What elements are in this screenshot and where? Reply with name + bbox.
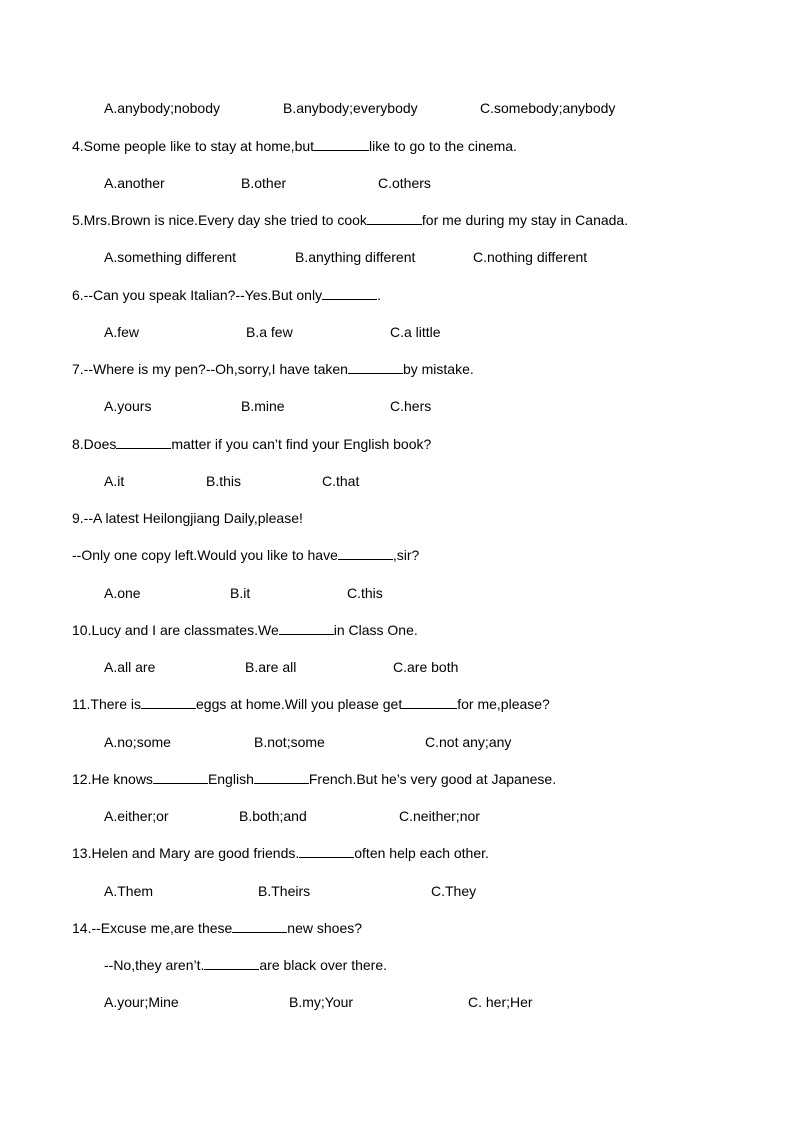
q14-line2-text-after: are black over there.	[259, 957, 387, 973]
q8-text-after: matter if you can’t find your English book?	[171, 436, 432, 452]
q6-blank	[322, 286, 377, 300]
q5-text-after: for me during my stay in Canada.	[421, 212, 629, 228]
q10-option-a: A.all are	[104, 659, 156, 675]
q7-option-a: A.yours	[104, 398, 152, 414]
q8-option-b: B.this	[206, 473, 242, 489]
q7-text-before: 7.--Where is my pen?--Oh,sorry,I have taken	[72, 361, 348, 377]
q10-question	[72, 621, 418, 639]
q5-text-before: 5.Mrs.Brown is nice.Every day she tried to cook	[72, 212, 367, 228]
q9-text-after: ,sir?	[392, 547, 420, 563]
q8-question	[72, 435, 431, 453]
q14-text-after: new shoes?	[287, 920, 363, 936]
q4-option-b: B.other	[241, 175, 287, 191]
q13-option-a: A.Them	[104, 883, 154, 899]
q5-option-b: B.anything different	[295, 249, 416, 265]
q7-text-after: by mistake.	[402, 361, 474, 377]
q4-text-after: like to go to the cinema.	[369, 138, 517, 154]
q9-blank	[338, 546, 393, 560]
q13-option-b: B.Theirs	[258, 883, 311, 899]
q10-option-b: B.are all	[245, 659, 297, 675]
q11-blank-2	[402, 695, 457, 709]
q14-line2-text-before: --No,they aren’t.	[104, 957, 205, 973]
q12-blank-2	[254, 770, 309, 784]
q12-text-middle: English	[207, 771, 254, 787]
q11-question	[72, 695, 550, 713]
q12-option-b: B.both;and	[239, 808, 307, 824]
q3-option-b: B.anybody;everybody	[283, 100, 418, 116]
q8-blank	[116, 435, 171, 449]
q14-option-c: C. her;Her	[468, 994, 533, 1010]
q12-question	[72, 770, 556, 788]
q6-option-b: B.a few	[246, 324, 293, 340]
q4-blank	[314, 137, 369, 151]
q7-blank	[348, 360, 403, 374]
q14-option-b: B.my;Your	[289, 994, 354, 1010]
q9-option-c: C.this	[347, 585, 383, 601]
q9-question-line1: 9.--A latest Heilongjiang Daily,please!	[72, 510, 303, 526]
q11-option-b: B.not;some	[254, 734, 325, 750]
q14-question-line1	[72, 919, 362, 937]
q12-option-a: A.either;or	[104, 808, 169, 824]
q3-option-c: C.somebody;anybody	[480, 100, 616, 116]
q13-option-c: C.They	[431, 883, 477, 899]
q7-option-c: C.hers	[390, 398, 432, 414]
q11-text-middle: eggs at home.Will you please get	[196, 696, 403, 712]
q14-blank-1	[232, 919, 287, 933]
q9-option-a: A.one	[104, 585, 141, 601]
q5-blank	[367, 211, 422, 225]
q12-text-after: French.But he’s very good at Japanese.	[308, 771, 557, 787]
q6-option-a: A.few	[104, 324, 140, 340]
q10-option-c: C.are both	[393, 659, 459, 675]
q6-text-before: 6.--Can you speak Italian?--Yes.But only	[72, 287, 323, 303]
q11-blank-1	[141, 695, 196, 709]
q9-text-before: --Only one copy left.Would you like to have	[72, 547, 338, 563]
q9-option-b: B.it	[230, 585, 251, 601]
q13-question	[72, 844, 489, 862]
q11-text-before: 11.There is	[72, 696, 141, 712]
q4-question	[72, 137, 517, 155]
q10-text-after: in Class One.	[333, 622, 418, 638]
q10-blank	[279, 621, 334, 635]
q13-blank	[299, 844, 354, 858]
q12-blank-1	[153, 770, 208, 784]
q11-option-c: C.not any;any	[425, 734, 512, 750]
q6-text-after: .	[377, 287, 381, 303]
q14-option-a: A.your;Mine	[104, 994, 179, 1010]
q5-question	[72, 211, 628, 229]
q5-option-c: C.nothing different	[473, 249, 588, 265]
q7-question	[72, 360, 474, 378]
q4-option-c: C.others	[378, 175, 431, 191]
q11-option-a: A.no;some	[104, 734, 171, 750]
q5-option-a: A.something different	[104, 249, 237, 265]
q10-text-before: 10.Lucy and I are classmates.We	[72, 622, 279, 638]
q3-option-a: A.anybody;nobody	[104, 100, 220, 116]
q6-option-c: C.a little	[390, 324, 441, 340]
q14-blank-2	[204, 956, 259, 970]
q8-option-a: A.it	[104, 473, 125, 489]
q14-text-before: 14.--Excuse me,are these	[72, 920, 233, 936]
q12-text-before: 12.He knows	[72, 771, 153, 787]
q13-text-after: often help each other.	[354, 845, 489, 861]
q12-option-c: C.neither;nor	[399, 808, 480, 824]
q13-text-before: 13.Helen and Mary are good friends.	[72, 845, 300, 861]
q7-option-b: B.mine	[241, 398, 285, 414]
q4-option-a: A.another	[104, 175, 165, 191]
q6-question	[72, 286, 381, 304]
q4-text-before: 4.Some people like to stay at home,but	[72, 138, 315, 154]
q8-text-before: 8.Does	[72, 436, 117, 452]
q14-question-line2	[104, 956, 387, 974]
q9-question-line2	[72, 546, 419, 564]
q11-text-after: for me,please?	[457, 696, 550, 712]
q8-option-c: C.that	[322, 473, 360, 489]
